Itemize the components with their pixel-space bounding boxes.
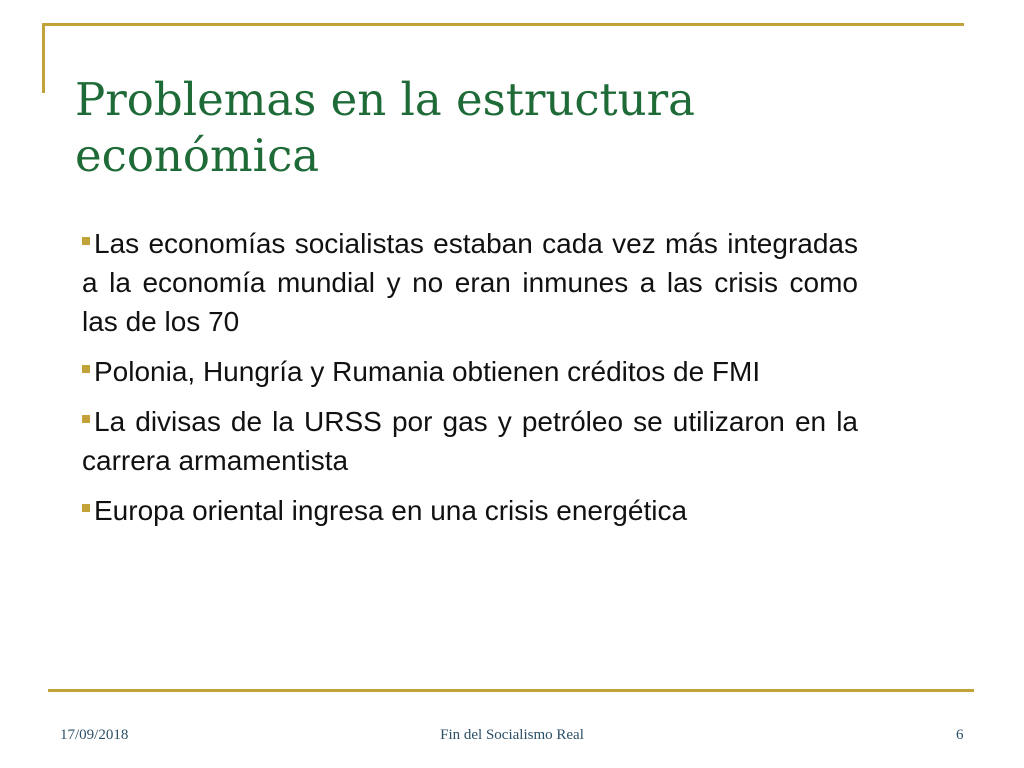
slide-title-line-2: económica: [75, 129, 320, 182]
square-bullet-icon: [82, 415, 90, 423]
bullet-text: Las economías socialistas estaban cada vez más integradas a la economía mundial y no eran inmunes a las crisis como las de los 70: [82, 228, 858, 337]
bullet-item: [82, 491, 858, 530]
bullet-text: Polonia, Hungría y Rumania obtienen créditos de FMI: [94, 356, 761, 387]
square-bullet-icon: [82, 237, 90, 245]
page-number: 6: [956, 727, 964, 743]
slide-title-line-1: Problemas en la estructura: [75, 73, 695, 126]
bullet-list: [82, 224, 858, 541]
square-bullet-icon: [82, 504, 90, 512]
footer-divider: [48, 689, 974, 692]
frame-left-line: [42, 23, 45, 93]
slide-title: [75, 72, 955, 184]
square-bullet-icon: [82, 365, 90, 373]
bullet-text: Europa oriental ingresa en una crisis energética: [94, 495, 688, 526]
footer-title: Fin del Socialismo Real: [440, 727, 584, 743]
bullet-item: [82, 402, 858, 480]
footer-date: 17/09/2018: [60, 727, 129, 743]
bullet-item: [82, 224, 858, 341]
bullet-text: La divisas de la URSS por gas y petróleo se utilizaron en la carrera armamentista: [82, 406, 858, 476]
frame-top-line: [42, 23, 964, 26]
bullet-item: [82, 352, 858, 391]
